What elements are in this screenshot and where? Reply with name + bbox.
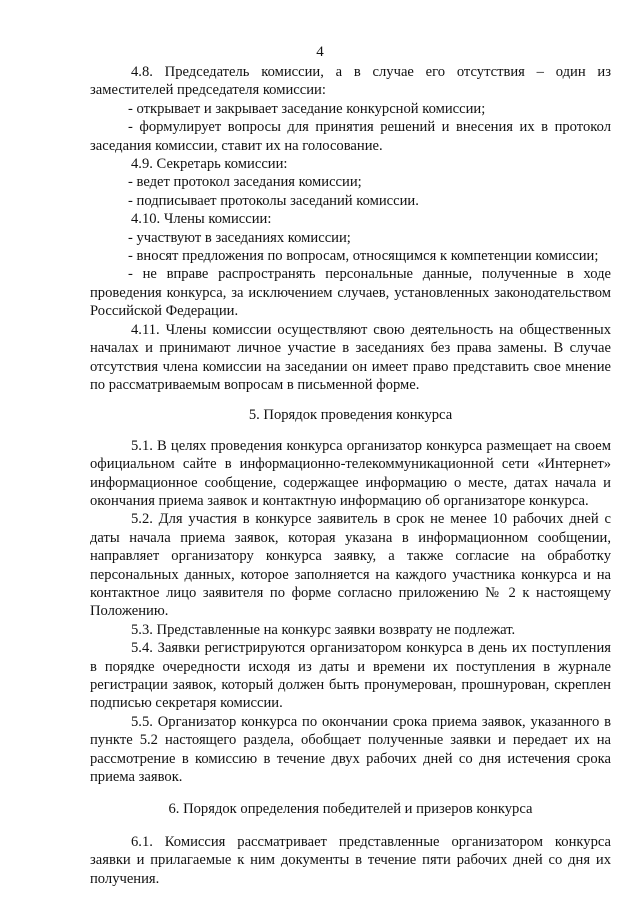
paragraph-4-11: 4.11. Члены комиссии осуществляют свою деятельность на общественных началах и принимают личное участие в заседаниях без права замены. В случае отсутствия члена комиссии на заседании он имеет право представить свое мнение по рассматриваемым вопросам в письменной форме. <box>90 321 611 393</box>
paragraph-6-1: 6.1. Комиссия рассматривает представленные организатором конкурса заявки и прилагаемые к ним документы в течение пяти рабочих дней со дня их получения. <box>90 833 611 887</box>
paragraph-4-9: 4.9. Секретарь комиссии: <box>131 156 288 173</box>
list-item: - участвуют в заседаниях комиссии; <box>128 229 351 246</box>
list-item: - ведет протокол заседания комиссии; <box>128 174 362 191</box>
list-item: - формулирует вопросы для принятия решений и внесения их в протокол заседания комиссии, ставит их на голосование. <box>90 119 611 154</box>
document-body <box>90 63 611 888</box>
page-number: 4 <box>316 44 324 60</box>
list-item: - подписывает протоколы заседаний комиссии. <box>128 192 419 209</box>
list-item: - открывает и закрывает заседание конкурсной комиссии; <box>128 100 486 117</box>
section-5-heading: 5. Порядок проведения конкурса <box>248 407 453 424</box>
list-item: - вносят предложения по вопросам, относящимся к компетенции комиссии; <box>128 248 599 265</box>
paragraph-4-8: 4.8. Председатель комиссии, а в случае его отсутствия – один из заместителей председателя комиссии: <box>90 64 611 99</box>
paragraph-5-1: 5.1. В целях проведения конкурса организатор конкурса размещает на своем официальном сайте в информационно-телекоммуникационной сети «Интернет» информационное сообщение, содержащее информацию о месте, датах начала и окончания приема заявок и контактную информацию об организаторе конкурса. <box>90 437 611 509</box>
section-6-heading: 6. Порядок определения победителей и призеров конкурса <box>168 801 533 818</box>
paragraph-5-2: 5.2. Для участия в конкурсе заявитель в срок не менее 10 рабочих дней с даты начала приема заявок, которая указана в информационном сообщении, направляет организатору конкурса заявку, а также согласие на обработку персональных данных, которое заполняется на каждого участника конкурса и на контактное лицо заявителя по форме согласно приложению № 2 к настоящему Положению. <box>90 511 611 620</box>
list-item: - не вправе распространять персональные данные, полученные в ходе проведения конкурса, за исключением случаев, установленных законодательством Российской Федерации. <box>90 266 611 320</box>
paragraph-5-4: 5.4. Заявки регистрируются организатором конкурса в день их поступления в порядке очередности исходя из даты и времени их поступления в журнале регистрации заявок, который должен быть пронумерован, прошнурован, скреплен подписью секретаря комиссии. <box>90 640 611 712</box>
paragraph-4-10: 4.10. Члены комиссии: <box>131 211 272 228</box>
paragraph-5-5: 5.5. Организатор конкурса по окончании срока приема заявок, указанного в пункте 5.2 настоящего раздела, обобщает полученные заявки и передает их на рассмотрение в комиссию в течение двух рабочих дней со дня истечения срока приема заявок. <box>90 713 611 786</box>
paragraph-5-3: 5.3. Представленные на конкурс заявки возврату не подлежат. <box>131 621 516 638</box>
